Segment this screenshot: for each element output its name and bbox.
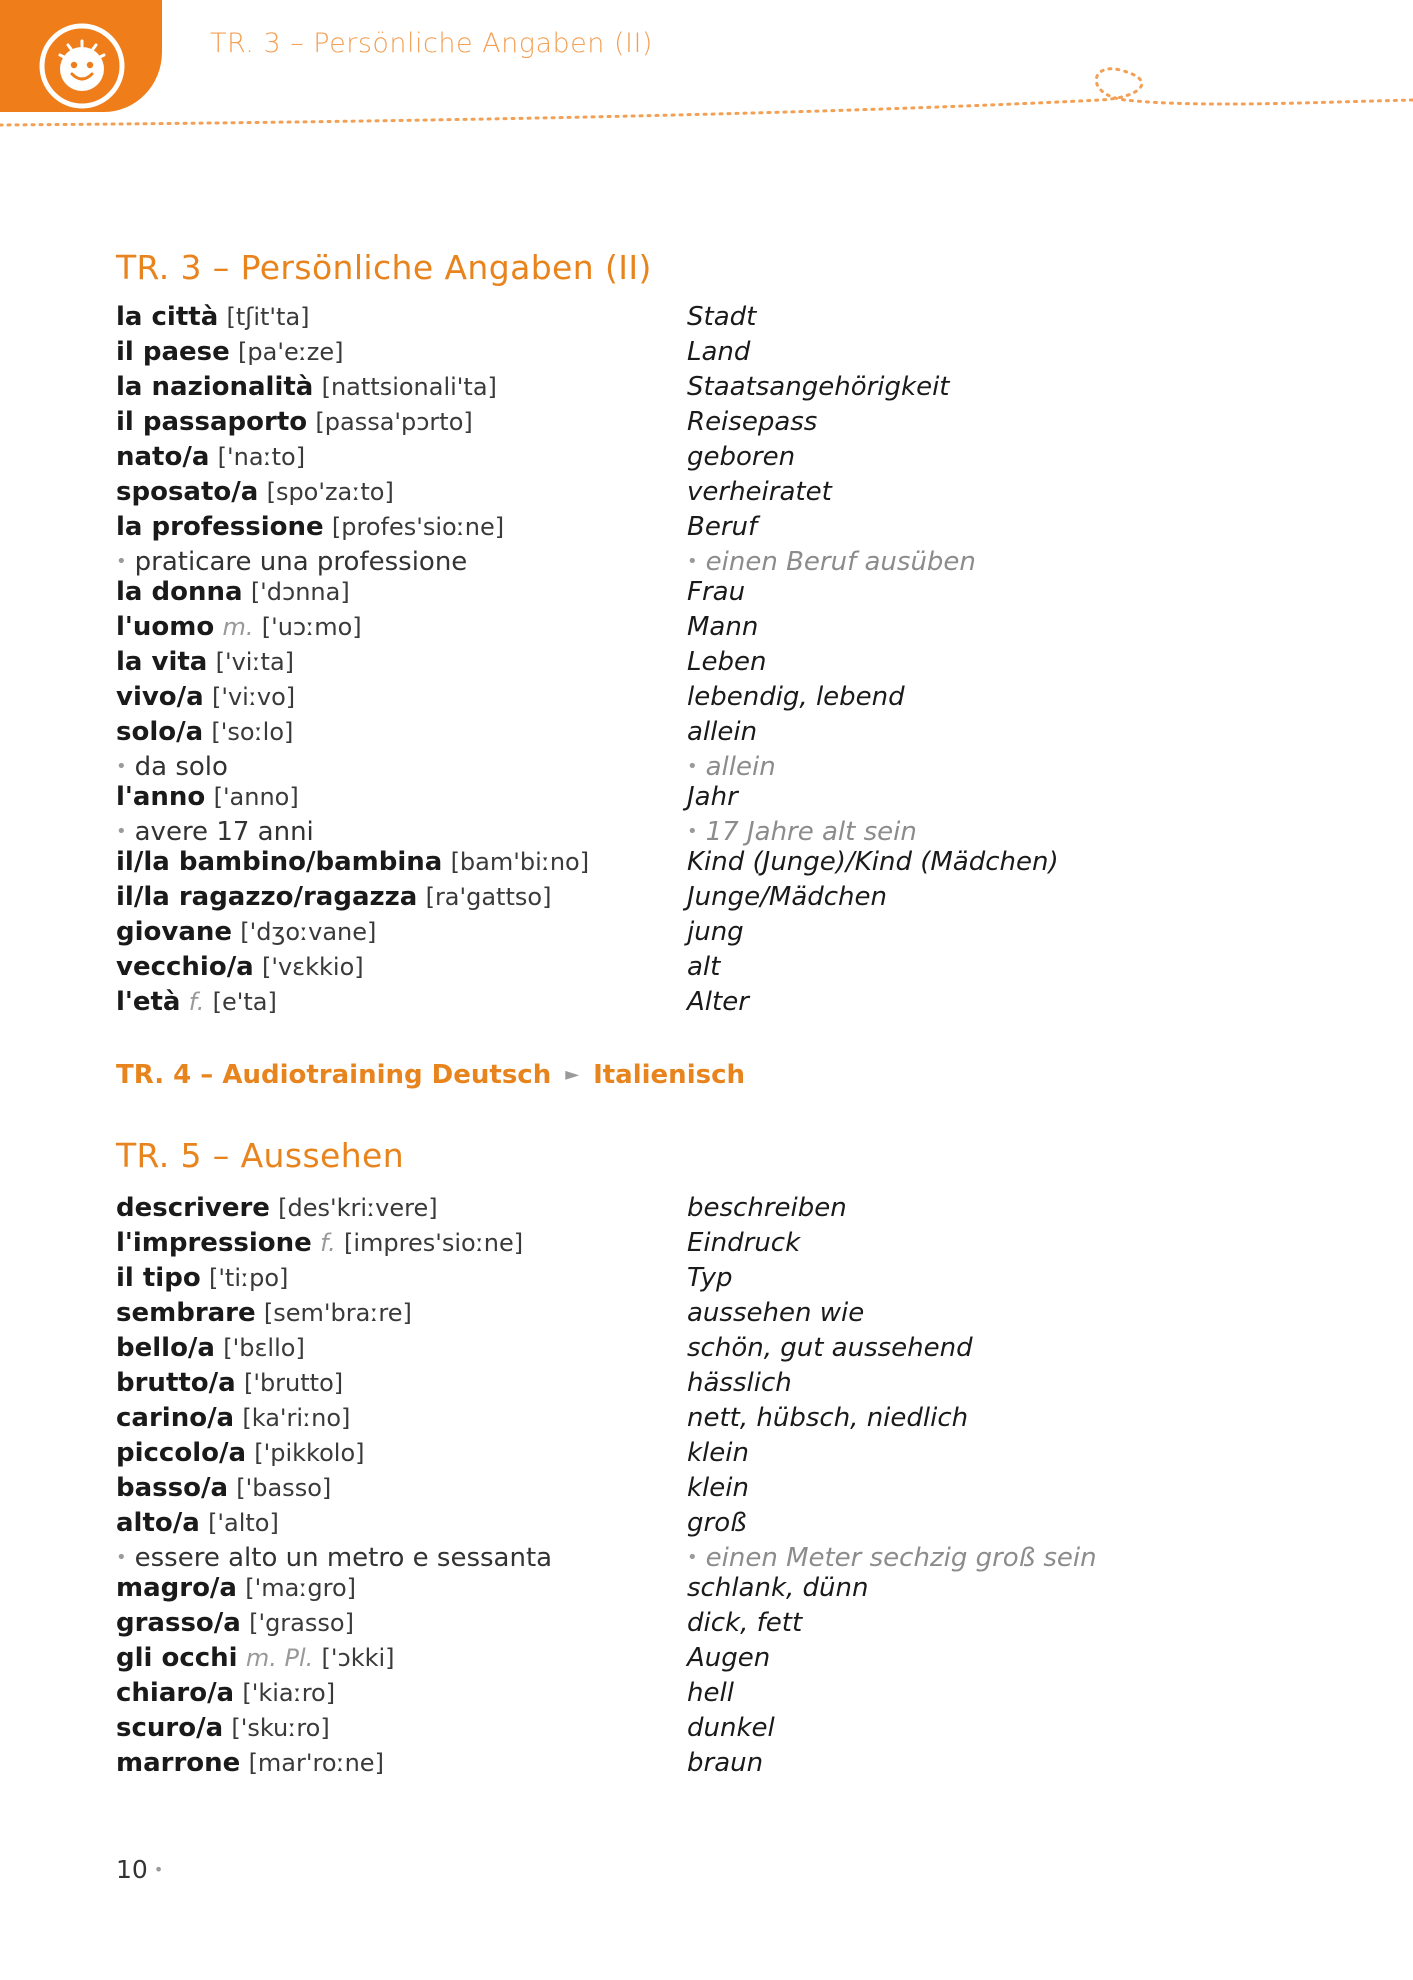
german-translation: hell — [687, 1678, 734, 1708]
grammar-note: f. — [320, 1229, 336, 1257]
grammar-note: f. — [188, 988, 205, 1016]
german-cell — [687, 442, 795, 472]
italian-cell — [116, 577, 350, 607]
bullet-dot-icon: • — [116, 1547, 127, 1568]
italian-cell — [116, 717, 293, 747]
vocab-row — [116, 1333, 1296, 1368]
german-translation: Stadt — [687, 302, 757, 332]
italian-cell — [116, 817, 314, 847]
german-translation: jung — [687, 917, 744, 947]
triangle-right-icon: ► — [565, 1064, 580, 1085]
pronunciation: ['vɛkkio] — [262, 953, 364, 981]
german-translation: Jahr — [687, 782, 738, 812]
german-cell — [687, 1748, 763, 1778]
italian-term: basso/a — [116, 1473, 229, 1503]
pronunciation: ['kiaːro] — [242, 1679, 336, 1707]
section-title-tr5: TR. 5 – Aussehen — [116, 1136, 405, 1175]
vocab-row — [116, 1748, 1296, 1783]
italian-term: la nazionalità — [116, 372, 314, 402]
vocab-row — [116, 1403, 1296, 1438]
italian-term: il paese — [116, 337, 230, 367]
bullet-dot-icon: • — [116, 756, 127, 777]
german-translation: lebendig, lebend — [687, 682, 905, 712]
italian-cell — [116, 1298, 412, 1328]
vocab-row — [116, 647, 1296, 682]
pronunciation: [ra'gattso] — [425, 883, 552, 911]
pronunciation: ['skuːro] — [231, 1714, 330, 1742]
pronunciation: ['dɔnna] — [250, 578, 350, 606]
german-cell — [687, 782, 738, 812]
german-cell — [687, 612, 758, 642]
german-translation: verheiratet — [687, 477, 832, 507]
pronunciation: [tʃit'ta] — [226, 303, 310, 331]
german-translation: braun — [687, 1748, 764, 1778]
italian-cell — [116, 782, 299, 812]
vocab-row — [116, 337, 1296, 372]
german-cell — [687, 477, 832, 507]
german-cell — [687, 1228, 800, 1258]
german-cell — [687, 372, 950, 402]
german-translation: Junge/Mädchen — [687, 882, 888, 912]
audiotraining-left: TR. 4 – Audiotraining Deutsch — [116, 1060, 552, 1090]
italian-cell — [116, 442, 305, 472]
italian-cell — [116, 1543, 552, 1573]
italian-term: il passaporto — [116, 407, 308, 437]
vocab-row — [116, 1228, 1296, 1263]
vocab-row — [116, 1298, 1296, 1333]
german-cell — [687, 1543, 1097, 1573]
vocab-row — [116, 577, 1296, 612]
italian-cell — [116, 477, 394, 507]
header-title: TR. 3 – Persönliche Angaben (II) — [210, 28, 653, 59]
german-cell — [687, 987, 749, 1017]
german-translation: schön, gut aussehend — [687, 1333, 973, 1363]
german-translation: Eindruck — [687, 1228, 801, 1258]
german-cell — [687, 302, 756, 332]
vocab-row — [116, 1608, 1296, 1643]
vocab-row — [116, 1368, 1296, 1403]
bullet-dot-icon: • — [687, 756, 698, 777]
german-cell — [687, 882, 887, 912]
italian-cell — [116, 1748, 384, 1778]
vocab-row — [116, 1678, 1296, 1713]
german-translation: Kind (Junge)/Kind (Mädchen) — [687, 847, 1059, 877]
example-phrase: da solo — [134, 752, 228, 782]
german-cell — [687, 1643, 770, 1673]
german-cell — [687, 1333, 973, 1363]
german-cell — [687, 1403, 968, 1433]
bullet-dot-icon: • — [687, 821, 698, 842]
italian-term: sposato/a — [116, 477, 259, 507]
example-row — [116, 547, 1296, 577]
vocab-row — [116, 372, 1296, 407]
italian-term: la professione — [116, 512, 324, 542]
italian-term: l'età — [116, 987, 181, 1017]
vocab-list-tr5 — [116, 1193, 1296, 1783]
italian-term: sembrare — [116, 1298, 256, 1328]
italian-term: solo/a — [116, 717, 204, 747]
italian-term: nato/a — [116, 442, 210, 472]
pronunciation: [impres'sioːne] — [344, 1229, 524, 1257]
italian-cell — [116, 987, 277, 1017]
italian-term: il/la bambino/bambina — [116, 847, 443, 877]
german-cell — [687, 647, 766, 677]
example-phrase: avere 17 anni — [134, 817, 314, 847]
german-cell — [687, 1298, 864, 1328]
german-translation: Land — [687, 337, 751, 367]
german-cell — [687, 577, 745, 607]
italian-term: scuro/a — [116, 1713, 224, 1743]
pronunciation: ['maːgro] — [245, 1574, 357, 1602]
german-translation: 17 Jahre alt sein — [705, 817, 917, 847]
italian-term: l'anno — [116, 782, 206, 812]
vocab-row — [116, 477, 1296, 512]
italian-term: gli occhi — [116, 1643, 238, 1673]
italian-term: la città — [116, 302, 219, 332]
italian-cell — [116, 302, 310, 332]
italian-term: il tipo — [116, 1263, 201, 1293]
italian-cell — [116, 1643, 395, 1673]
pronunciation: ['alto] — [208, 1509, 279, 1537]
pronunciation: ['basso] — [236, 1474, 332, 1502]
german-cell — [687, 407, 817, 437]
vocab-list-tr3 — [116, 302, 1296, 1022]
italian-cell — [116, 1473, 331, 1503]
page-number — [116, 1855, 163, 1884]
german-cell — [687, 1368, 792, 1398]
italian-cell — [116, 847, 589, 877]
italian-cell — [116, 1713, 330, 1743]
german-translation: klein — [687, 1438, 749, 1468]
german-translation: aussehen wie — [687, 1298, 865, 1328]
pronunciation: ['bɛllo] — [223, 1334, 305, 1362]
pronunciation: ['brutto] — [243, 1369, 344, 1397]
german-cell — [687, 717, 757, 747]
italian-term: alto/a — [116, 1508, 200, 1538]
german-translation: beschreiben — [687, 1193, 847, 1223]
german-cell — [687, 337, 750, 367]
pronunciation: ['ɔkki] — [321, 1644, 395, 1672]
italian-term: giovane — [116, 917, 233, 947]
italian-cell — [116, 337, 344, 367]
italian-cell — [116, 1228, 523, 1258]
example-row — [116, 1543, 1296, 1573]
pronunciation: ['dʒoːvane] — [240, 918, 377, 946]
pronunciation: [spo'zaːto] — [266, 478, 394, 506]
german-cell — [687, 682, 905, 712]
pronunciation: [passa'pɔrto] — [315, 408, 473, 436]
vocab-row — [116, 952, 1296, 987]
header-dotted-line — [0, 40, 1413, 140]
german-cell — [687, 1473, 749, 1503]
italian-cell — [116, 917, 376, 947]
german-cell — [687, 952, 720, 982]
german-translation: dick, fett — [687, 1608, 803, 1638]
german-translation: Leben — [687, 647, 767, 677]
section-title-tr3: TR. 3 – Persönliche Angaben (II) — [116, 248, 652, 287]
german-cell — [687, 847, 1059, 877]
german-translation: dunkel — [687, 1713, 775, 1743]
pronunciation: [e'ta] — [212, 988, 277, 1016]
pronunciation: [sem'braːre] — [263, 1299, 412, 1327]
italian-term: marrone — [116, 1748, 241, 1778]
italian-cell — [116, 1508, 279, 1538]
german-cell — [687, 1573, 868, 1603]
german-cell — [687, 1713, 775, 1743]
pronunciation: [bam'biːno] — [450, 848, 590, 876]
german-translation: einen Beruf ausüben — [705, 547, 976, 577]
grammar-note: m. — [222, 613, 254, 641]
italian-term: l'impressione — [116, 1228, 312, 1258]
vocab-row — [116, 1508, 1296, 1543]
audiotraining-heading — [116, 1060, 745, 1090]
italian-cell — [116, 682, 295, 712]
german-translation: hässlich — [687, 1368, 792, 1398]
vocab-row — [116, 1473, 1296, 1508]
vocab-row — [116, 882, 1296, 917]
german-translation: Augen — [687, 1643, 771, 1673]
italian-term: chiaro/a — [116, 1678, 235, 1708]
german-translation: alt — [687, 952, 721, 982]
italian-cell — [116, 547, 467, 577]
italian-term: piccolo/a — [116, 1438, 247, 1468]
german-translation: allein — [705, 752, 776, 782]
example-phrase: essere alto un metro e sessanta — [134, 1543, 553, 1573]
german-translation: Beruf — [687, 512, 758, 542]
italian-term: la donna — [116, 577, 243, 607]
bullet-dot-icon: • — [153, 1860, 164, 1879]
italian-term: la vita — [116, 647, 208, 677]
pronunciation: ['pikkolo] — [254, 1439, 365, 1467]
german-cell — [687, 1263, 733, 1293]
bullet-dot-icon: • — [687, 551, 698, 572]
pronunciation: ['anno] — [213, 783, 299, 811]
pronunciation: [nattsionali'ta] — [321, 373, 497, 401]
german-translation: schlank, dünn — [687, 1573, 869, 1603]
pronunciation: ['tiːpo] — [208, 1264, 289, 1292]
pronunciation: ['uɔːmo] — [261, 613, 362, 641]
vocab-row — [116, 1713, 1296, 1748]
pronunciation: [des'kriːvere] — [278, 1194, 438, 1222]
italian-cell — [116, 1438, 365, 1468]
pronunciation: ['viːvo] — [211, 683, 296, 711]
german-cell — [687, 817, 917, 847]
vocab-row — [116, 1643, 1296, 1678]
vocab-row — [116, 1438, 1296, 1473]
italian-term: vivo/a — [116, 682, 204, 712]
italian-cell — [116, 1678, 335, 1708]
italian-term: brutto/a — [116, 1368, 236, 1398]
german-cell — [687, 752, 776, 782]
german-translation: Mann — [687, 612, 759, 642]
italian-cell — [116, 407, 473, 437]
vocab-row — [116, 442, 1296, 477]
italian-term: grasso/a — [116, 1608, 241, 1638]
example-row — [116, 752, 1296, 782]
german-translation: klein — [687, 1473, 749, 1503]
vocab-row — [116, 512, 1296, 547]
pronunciation: [mar'roːne] — [248, 1749, 384, 1777]
page-number-value: 10 — [116, 1855, 148, 1884]
audiotraining-right: Italienisch — [593, 1060, 746, 1090]
german-cell — [687, 917, 744, 947]
german-translation: Alter — [687, 987, 749, 1017]
german-translation: allein — [687, 717, 758, 747]
german-translation: nett, hübsch, niedlich — [687, 1403, 969, 1433]
german-translation: Reisepass — [687, 407, 818, 437]
italian-term: carino/a — [116, 1403, 235, 1433]
italian-cell — [116, 1368, 343, 1398]
italian-cell — [116, 882, 551, 912]
vocab-row — [116, 682, 1296, 717]
german-cell — [687, 1678, 734, 1708]
vocab-row — [116, 847, 1296, 882]
vocab-row — [116, 612, 1296, 647]
vocab-row — [116, 302, 1296, 337]
german-cell — [687, 547, 976, 577]
italian-term: vecchio/a — [116, 952, 254, 982]
italian-term: descrivere — [116, 1193, 270, 1223]
italian-cell — [116, 752, 228, 782]
italian-term: il/la ragazzo/ragazza — [116, 882, 418, 912]
italian-cell — [116, 1333, 305, 1363]
pronunciation: ['naːto] — [217, 443, 306, 471]
vocab-row — [116, 782, 1296, 817]
italian-cell — [116, 512, 504, 542]
german-translation: Frau — [687, 577, 746, 607]
vocab-row — [116, 987, 1296, 1022]
italian-term: bello/a — [116, 1333, 215, 1363]
bullet-dot-icon: • — [116, 551, 127, 572]
vocab-row — [116, 407, 1296, 442]
vocab-row — [116, 1193, 1296, 1228]
german-cell — [687, 1608, 802, 1638]
vocab-row — [116, 1573, 1296, 1608]
italian-cell — [116, 372, 497, 402]
grammar-note: m. Pl. — [245, 1644, 314, 1672]
vocab-row — [116, 1263, 1296, 1298]
italian-cell — [116, 647, 294, 677]
pronunciation: [profes'sioːne] — [331, 513, 505, 541]
pronunciation: ['viːta] — [215, 648, 295, 676]
bullet-dot-icon: • — [687, 1547, 698, 1568]
german-translation: Typ — [687, 1263, 733, 1293]
german-cell — [687, 512, 757, 542]
german-translation: Staatsangehörigkeit — [687, 372, 950, 402]
german-cell — [687, 1508, 746, 1538]
example-row — [116, 817, 1296, 847]
italian-cell — [116, 952, 364, 982]
pronunciation: ['grasso] — [249, 1609, 354, 1637]
italian-cell — [116, 612, 362, 642]
pronunciation: ['soːlo] — [211, 718, 294, 746]
italian-cell — [116, 1263, 288, 1293]
vocab-row — [116, 717, 1296, 752]
example-phrase: praticare una professione — [134, 547, 468, 577]
italian-cell — [116, 1573, 356, 1603]
italian-cell — [116, 1403, 350, 1433]
italian-term: l'uomo — [116, 612, 215, 642]
bullet-dot-icon: • — [116, 821, 127, 842]
german-cell — [687, 1438, 749, 1468]
german-cell — [687, 1193, 847, 1223]
pronunciation: [pa'eːze] — [238, 338, 344, 366]
italian-term: magro/a — [116, 1573, 237, 1603]
german-translation: einen Meter sechzig groß sein — [705, 1543, 1097, 1573]
german-translation: geboren — [687, 442, 796, 472]
vocab-row — [116, 917, 1296, 952]
german-translation: groß — [687, 1508, 747, 1538]
italian-cell — [116, 1193, 438, 1223]
pronunciation: [ka'riːno] — [242, 1404, 351, 1432]
italian-cell — [116, 1608, 354, 1638]
